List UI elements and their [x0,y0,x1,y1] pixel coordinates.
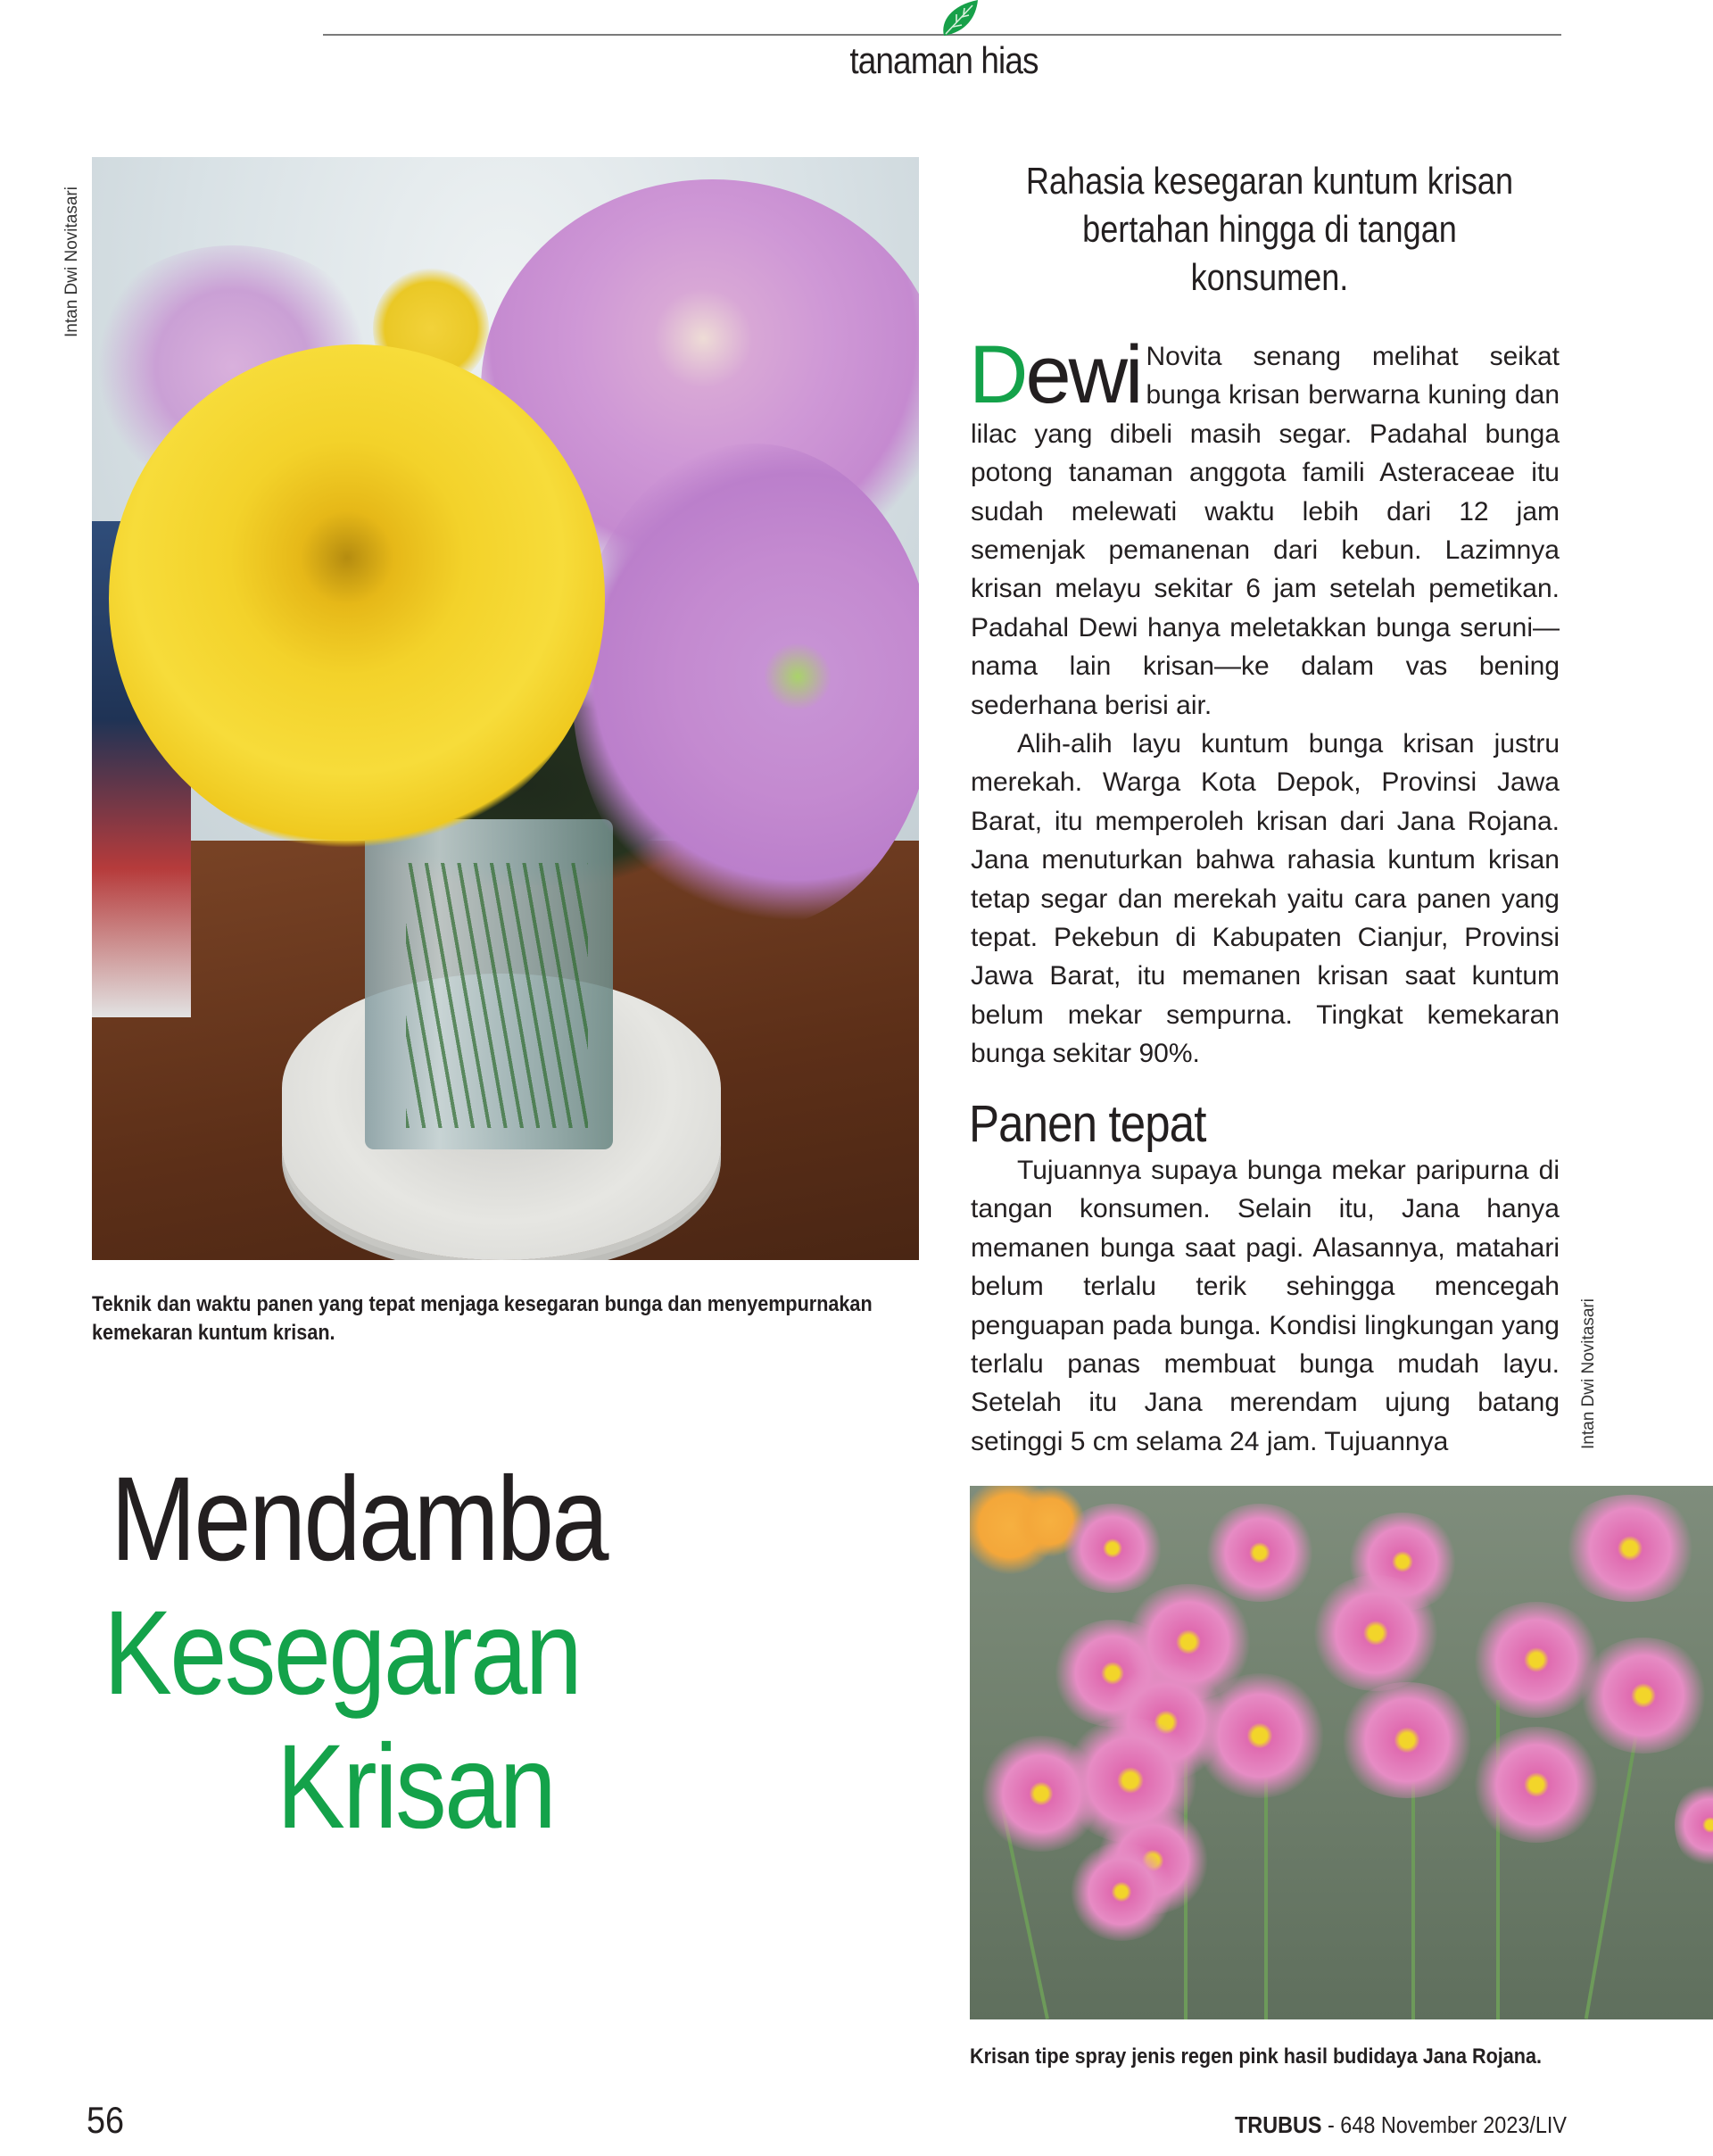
lilac-flower [572,444,919,929]
pink-flower [1576,1638,1710,1754]
main-photo [92,157,919,1260]
headline-line-3: Krisan [277,1721,555,1853]
paragraph-text: Novita senang melihat seikat bunga krisan berwarna kuning dan lilac yang dibeli masih segar. Padahal bunga potong tanaman anggota famili Asteraceae itu sudah melewati waktu lebih dari 12 jam semenjak pemanenan dari kebun. Lazimnya krisan melayu sekitar 6 jam setelah pemetikan. Padahal Dewi hanya meletakkan bunga seruni—nama lain krisan—ke dalam vas bening sederhana berisi air. [971,342,1560,720]
second-photo [970,1486,1713,2019]
pink-flower [1059,1504,1166,1593]
page-number: 56 [87,2099,125,2141]
section-label: tanaman hias [849,39,1039,81]
photo-credit-main: Intan Dwi Novitasari [62,187,81,337]
pink-flower [1309,1575,1443,1691]
pink-flower [1336,1682,1478,1798]
yellow-flower [109,344,605,852]
paragraph-text: Alih-alih layu kuntum bunga krisan justru merekah. Warga Kota Depok, Provinsi Jawa Barat, itu memperoleh krisan dari Jana Rojana. Jana menuturkan bahwa rahasia kuntum krisan tetap segar dan merekah yaitu cara panen yang tepat. Pekebun di Kabupaten Cianjur, Provinsi Jawa Barat, itu memanen krisan saat kuntum belum mekar sempurna. Tingkat kemekaran bunga sekitar 90%. [971,729,1560,1069]
drop-cap [969,329,1141,420]
main-photo-caption: Teknik dan waktu panen yang tepat menjaga kesegaran bunga dan menyempurnakan kemekaran kuntum krisan. [92,1292,873,1345]
pink-flower [1559,1495,1701,1602]
drop-cap-initial: D [969,329,1026,420]
photo-credit-second: Intan Dwi Novitasari [1579,1298,1598,1449]
article-paragraph-2 [971,725,1560,1074]
paragraph-text: Tujuannya supaya bunga mekar paripurna di tangan konsumen. Selain itu, Jana hanya memanen bunga saat pagi. Alasannya, matahari belum terlalu terik sehingga mencegah penguapan pada bunga. Kondisi lingkungan yang terlalu panas membuat bunga mudah layu. Setelah itu Jana merendam ujung batang setinggi 5 cm selama 24 jam. Tujuannya [971,1156,1560,1456]
second-photo-caption: Krisan tipe spray jenis regen pink hasil budidaya Jana Rojana. [970,2044,1543,2069]
issue-info: - 648 November 2023/LIV [1321,2111,1567,2138]
deck [971,157,1568,302]
headline-line-2: Kesegaran [103,1587,581,1720]
pink-flower [1469,1727,1603,1843]
photo-stems [406,863,588,1128]
article-paragraph-1 [969,329,1560,725]
article-paragraph-3 [971,1151,1560,1461]
deck-text: Rahasia kesegaran kuntum krisan bertahan hingga di tangan konsumen. [1025,160,1514,298]
pink-flower [1193,1673,1327,1798]
magazine-name: TRUBUS [1235,2111,1322,2138]
footer-issue [1235,2111,1567,2139]
subheading: Panen tepat [969,1095,1206,1153]
pink-flower [1202,1504,1318,1602]
pink-flower [1068,1843,1175,1941]
leaf-icon [939,0,980,36]
pink-flower [1675,1780,1713,1870]
drop-cap-rest: ewi [1025,329,1141,420]
headline-line-1: Mendamba [111,1453,607,1586]
